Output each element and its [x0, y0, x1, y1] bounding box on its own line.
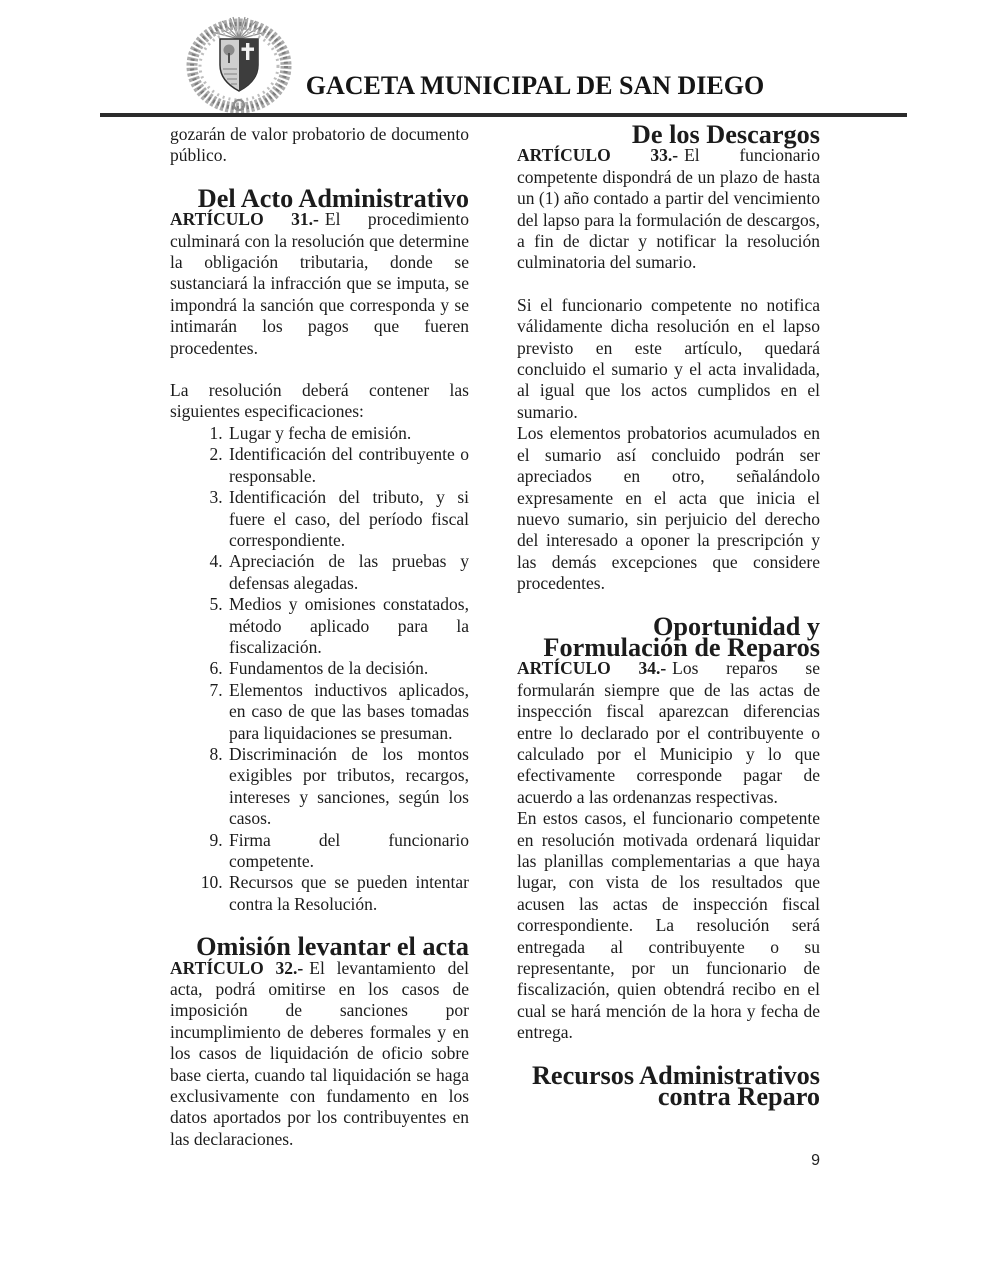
article-31-text: El procedimiento culminará con la resolución que determine la obligación tributaria, donde se sustanciará la infracción que se imputa, se impondrá la sanción que corresponda y se intimarán los pagos que fueren procedentes. [170, 209, 469, 358]
list-item: 4. Apreciación de las pruebas y defensas alegadas. [227, 551, 469, 594]
list-item: 8. Discriminación de los montos exigibles por tributos, recargos, intereses y sanciones, según los casos. [227, 744, 469, 830]
page-number: 9 [811, 1152, 820, 1169]
gazette-title: GACETA MUNICIPAL DE SAN DIEGO [305, 71, 765, 100]
specs-intro-paragraph: La resolución deberá contener las siguientes especificaciones: [170, 380, 469, 422]
list-item: 9. Firma del funcionario competente. [227, 830, 469, 873]
article-31-label: ARTÍCULO 31.- [170, 209, 319, 230]
list-item: 10. Recursos que se pueden intentar contra la Resolución. [227, 872, 469, 915]
intro-paragraph: gozarán de valor probatorio de documento público. [170, 124, 469, 166]
article-32-text: El levantamiento del acta, podrá omitirse en los casos de imposición de sanciones por incumplimiento de deberes formales y en los casos de liquidación de oficio sobre base cierta, cuando tal liquidación se haga exclusivamente con fundamento en los datos aportados por los contribuyentes en las declaraciones. [170, 957, 469, 1149]
article-33-label: ARTÍCULO 33.- [517, 145, 679, 166]
article-32-label: ARTÍCULO 32.- [170, 957, 304, 978]
paragraph: Si el funcionario competente no notifica válidamente dicha resolución en el lapso previsto en este artículo, quedará concluido el sumario y el acta invalidada, al igual que los actos cumplidos en el sumario. [517, 294, 820, 422]
document-body [170, 120, 821, 1150]
list-item: 7. Elementos inductivos aplicados, en caso de que las bases tomadas para liquidaciones se presuman. [227, 680, 469, 744]
paragraph: En estos casos, el funcionario competente en resolución motivada ordenará liquidar las planillas complementarias a que haya lugar, con vista de los resultados que acusen las actas de inspección fiscal correspondiente. La resolución será entregada al contribuyente o su representante, por un funcionario de fiscalización, quien obtendrá recibo en el cual se hará mención de la hora y fecha de entrega. [517, 808, 820, 1043]
list-item: 6. Fundamentos de la decisión. [227, 658, 469, 679]
specs-list [170, 423, 469, 915]
article-33-paragraph [517, 145, 820, 273]
left-column [170, 124, 469, 1150]
article-34-text: Los reparos se formularán siempre que de las actas de inspección fiscal aparezcan diferencias entre lo declarado por el contribuyente o calculado por el Municipio y lo que efectivamente corresponde pagar de acuerdo a las ordenanzas respectivas. [517, 658, 821, 807]
list-item: 5. Medios y omisiones constatados, método aplicado para la fiscalización. [227, 594, 469, 658]
section-heading-recursos-administrativos-contra-reparo: Recursos Administrativos contra Reparo [531, 1060, 820, 1112]
header-rule [100, 113, 907, 117]
article-32-paragraph [170, 958, 469, 1151]
municipal-seal-icon [183, 13, 295, 114]
section-heading-de-los-descargos: De los Descargos [631, 120, 820, 149]
list-item: 3. Identificación del tributo, y si fuere el caso, del período fiscal correspondiente. [227, 487, 469, 551]
list-item: 2. Identificación del contribuyente o responsable. [227, 444, 469, 487]
list-item: 1. Lugar y fecha de emisión. [227, 423, 469, 444]
section-heading-omision-levantar-acta: Omisión levantar el acta [196, 932, 469, 962]
article-34-label: ARTÍCULO 34.- [517, 658, 667, 679]
section-heading-oportunidad-formulacion-reparos: Oportunidad y Formulación de Reparos [543, 611, 820, 662]
article-34-paragraph [517, 658, 820, 808]
article-31-paragraph [170, 209, 469, 359]
paragraph: Los elementos probatorios acumulados en el sumario así concluido podrán ser apreciados en otro, señalándolo expresamente en el acta que inicia el nuevo sumario, sin perjuicio del derecho del interesado a oponer la prescripción y las demás excepciones que considere procedentes. [517, 423, 820, 594]
section-heading-del-acto-administrativo: Del Acto Administrativo [197, 183, 469, 213]
right-column [517, 120, 821, 1150]
article-33-text: El funcionario competente dispondrá de un plazo de hasta un (1) año contado a partir del vencimiento del lapso para la formulación de descargos, a fin de dictar y notificar la resolución culminatoria del sumario. [517, 145, 820, 273]
